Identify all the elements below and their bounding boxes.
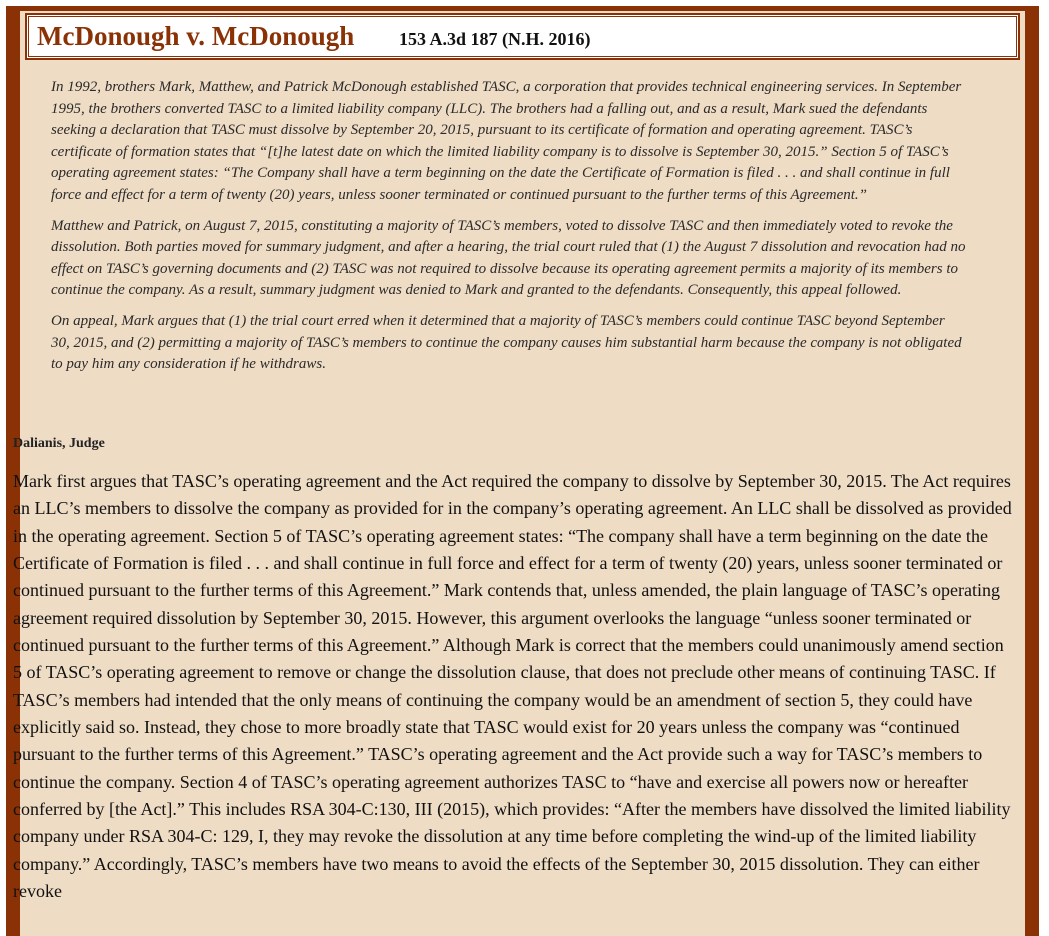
summary-paragraph: Matthew and Patrick, on August 7, 2015, constituting a majority of TASC’s members, voted to dissolve TASC and then immediately voted to revoke the dissolution. Both parties moved for summary judgment, and after a hearing, the trial court ruled that (1) the August 7 dissolution and revocation had no effect on TASC’s governing documents and (2) TASC was not required to dissolve because its operating agreement permits a majority of its members to continue the company. As a result, summary judgment was denied to Mark and granted to the defendants. Consequently, this appeal followed.	[51, 217, 966, 299]
case-header	[26, 14, 1019, 59]
summary-paragraph: In 1992, brothers Mark, Matthew, and Patrick McDonough established TASC, a corporation that provides technical engineering services. In September 1995, the brothers converted TASC to a limited liability company (LLC). The brothers had a falling out, and as a result, Mark sued the defendants seeking a declaration that TASC must dissolve by September 20, 2015, pursuant to its certificate of formation and operating agreement. TASC’s certificate of formation states that “[t]he latest date on which the limited liability company is to dissolve is September 30, 2015.” Section 5 of TASC’s operating agreement states: “The Company shall have a term beginning on the date the Certificate of Formation is filed . . . and shall continue in full force and effect for a term of twenty (20) years, unless sooner terminated or continued pursuant to the further terms of this Agreement.”	[51, 79, 962, 203]
summary-paragraph: On appeal, Mark argues that (1) the trial court erred when it determined that a majority of TASC’s members could continue TASC beyond September 30, 2015, and (2) permitting a majority of TASC’s members to continue the company causes him substantial harm because the company is not obligated to pay him any consideration if he withdraws.	[51, 312, 962, 373]
case-title: McDonough v. McDonough	[37, 21, 355, 51]
case-citation: 153 A.3d 187 (N.H. 2016)	[399, 29, 591, 49]
opinion-text: Mark first argues that TASC’s operating agreement and the Act required the company to dissolve by September 30, 2015. The Act requires an LLC’s members to dissolve the company as provided for in the company’s operating agreement. An LLC shall be dissolved as provided in the operating agreement. Section 5 of TASC’s operating agreement states: “The company shall have a term beginning on the date the Certificate of Formation is filed . . . and shall continue in full force and effect for a term of twenty (20) years, unless sooner terminated or continued pursuant to the further terms of this Agreement.” Mark contends that, unless amended, the plain language of TASC’s operating agreement required dissolution by September 30, 2015. However, this argument overlooks the language “unless sooner terminated or continued pursuant to the further terms of this Agreement.” Although Mark is correct that the members could unanimously amend section 5 of TASC’s operating agreement to remove or change the dissolution clause, that does not preclude other means of continuing TASC. If TASC’s members had intended that the only means of continuing the company would be an amendment of section 5, they could have explicitly said so. Instead, they chose to more broadly state that TASC would exist for 20 years unless the company was “continued pursuant to the further terms of this Agreement.” TASC’s operating agreement and the Act provide such a way for TASC’s members to continue the company. Section 4 of TASC’s operating agreement authorizes TASC to “have and exercise all powers now or hereafter conferred by [the Act].” This includes RSA 304-C:130, III (2015), which provides: “After the members have dissolved the limited liability company under RSA 304-C: 129, I, they may revoke the dissolution at any time before completing the wind-up of the limited liability company.” Accordingly, TASC’s members have two means to avoid the effects of the September 30, 2015 dissolution. They can either revoke	[13, 471, 1012, 902]
case-summary	[51, 77, 966, 385]
judge-name: Dalianis, Judge	[13, 436, 105, 451]
